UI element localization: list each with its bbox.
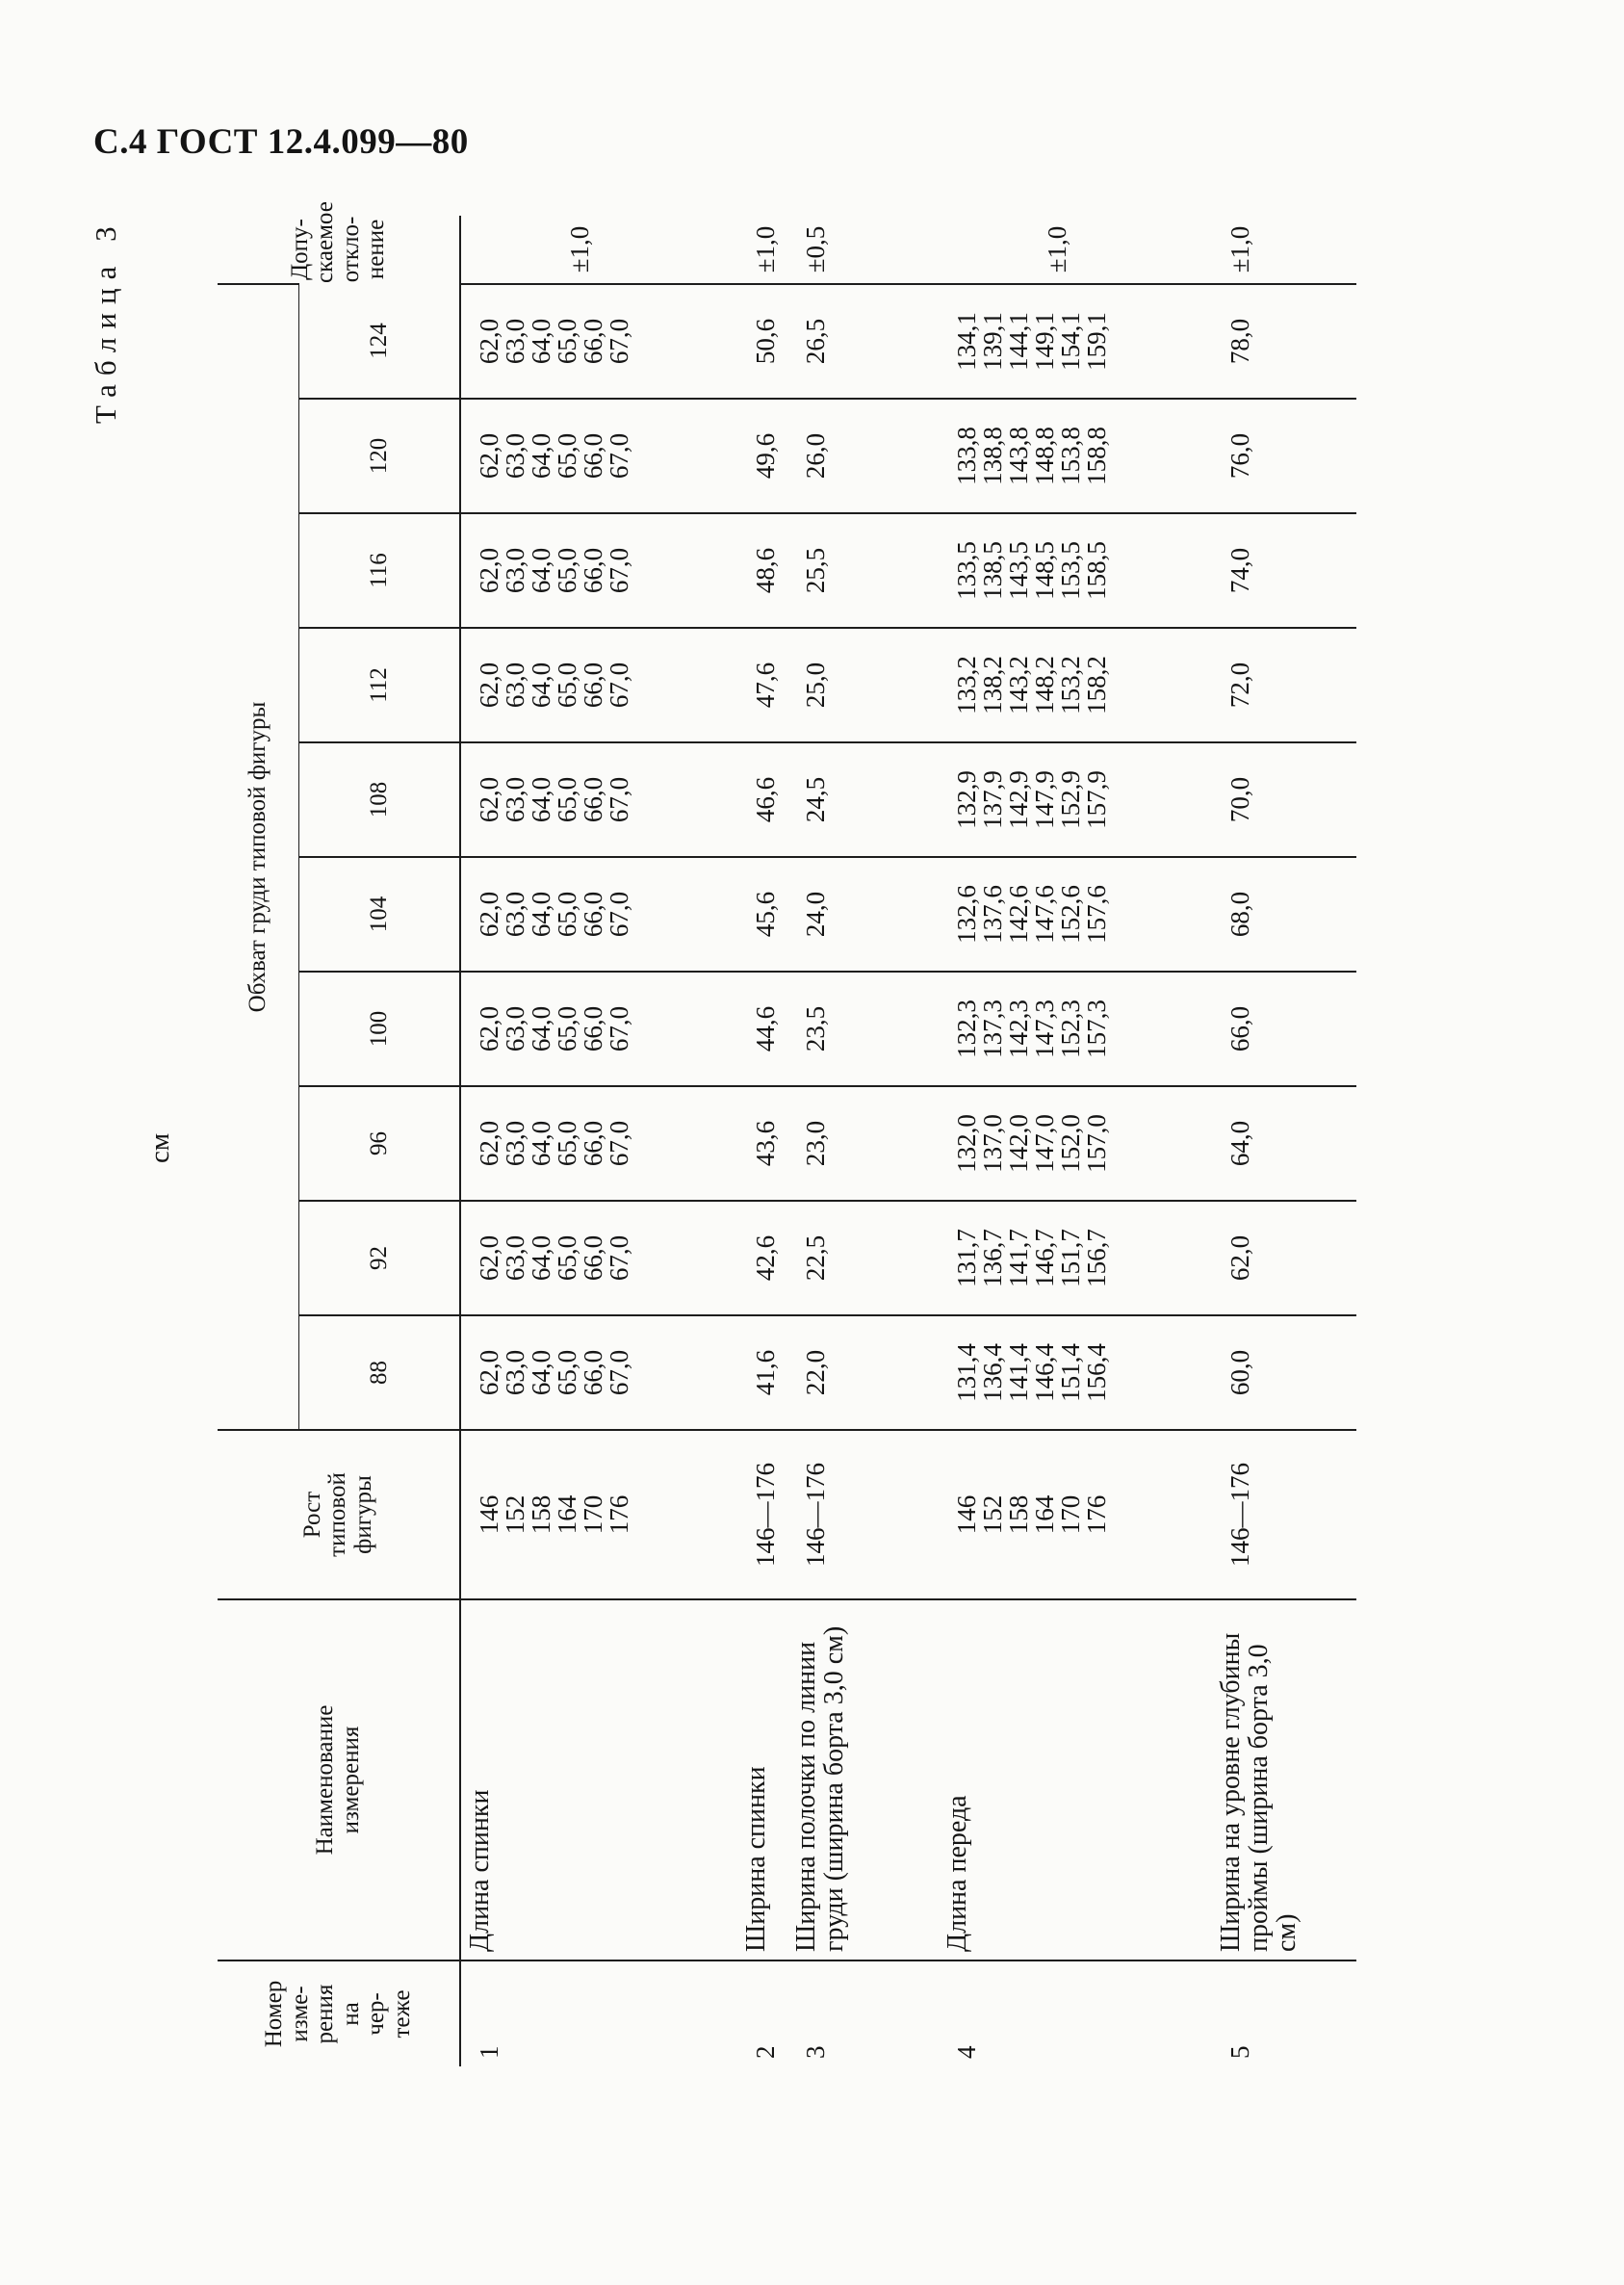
value-line: 23,5 bbox=[801, 1005, 830, 1052]
value-line: 153,8 bbox=[1056, 427, 1085, 485]
height-value: 146—176 bbox=[801, 1463, 830, 1567]
height-value: 170 bbox=[579, 1494, 607, 1535]
measurement-value bbox=[1212, 513, 1356, 628]
value-line: 65,0 bbox=[553, 547, 581, 594]
value-line: 157,9 bbox=[1082, 770, 1111, 829]
value-line: 63,0 bbox=[501, 432, 529, 480]
measure-name: Ширина полочки по линии груди (ширина борта 3,0 см) bbox=[787, 1599, 939, 1960]
value-line: 49,6 bbox=[751, 432, 780, 480]
table-row bbox=[939, 216, 1212, 2066]
value-line: 142,9 bbox=[1004, 770, 1033, 829]
value-line: 142,3 bbox=[1004, 1000, 1033, 1058]
value-line: 62,0 bbox=[475, 318, 503, 365]
tolerance-value: ±1,0 bbox=[1043, 225, 1071, 273]
value-line: 62,0 bbox=[475, 891, 503, 938]
height-value: 164 bbox=[1030, 1494, 1059, 1535]
header-line: чер- bbox=[363, 1992, 389, 2036]
measurement-value bbox=[787, 1315, 939, 1430]
chest-size-header: 108 bbox=[298, 742, 460, 857]
value-line: 62,0 bbox=[1225, 1234, 1254, 1282]
header-line: Наименование bbox=[312, 1704, 338, 1856]
value-line: 66,0 bbox=[579, 662, 607, 709]
tolerance-value: ±1,0 bbox=[751, 225, 780, 273]
value-line: 151,4 bbox=[1056, 1343, 1085, 1402]
header-line: нение bbox=[363, 219, 389, 280]
value-line: 148,5 bbox=[1030, 541, 1059, 600]
value-line: 154,1 bbox=[1056, 312, 1085, 371]
measurement-value bbox=[787, 513, 939, 628]
value-line: 65,0 bbox=[553, 1120, 581, 1167]
value-line: 149,1 bbox=[1030, 312, 1059, 371]
header-line: фигуры bbox=[349, 1475, 376, 1554]
measurement-value bbox=[1212, 399, 1356, 513]
value-line: 147,3 bbox=[1030, 1000, 1059, 1058]
measurement-value bbox=[939, 1201, 1212, 1315]
value-line: 132,6 bbox=[952, 885, 981, 944]
value-line: 64,0 bbox=[527, 776, 555, 823]
value-line: 66,0 bbox=[579, 1120, 607, 1167]
measurement-value bbox=[939, 399, 1212, 513]
measurement-value bbox=[460, 857, 737, 972]
measure-number: 2 bbox=[737, 1960, 787, 2066]
measurement-value bbox=[460, 972, 737, 1086]
value-line: 148,8 bbox=[1030, 427, 1059, 485]
measurement-value bbox=[939, 857, 1212, 972]
measurement-value bbox=[460, 1201, 737, 1315]
value-line: 144,1 bbox=[1004, 312, 1033, 371]
value-line: 63,0 bbox=[501, 1120, 529, 1167]
header-measure-number bbox=[218, 1960, 460, 2066]
value-line: 142,6 bbox=[1004, 885, 1033, 944]
value-line: 45,6 bbox=[751, 891, 780, 938]
value-line: 64,0 bbox=[527, 891, 555, 938]
value-line: 65,0 bbox=[553, 662, 581, 709]
figure-height bbox=[737, 1430, 787, 1599]
measurement-value bbox=[1212, 1086, 1356, 1201]
chest-size-header: 92 bbox=[298, 1201, 460, 1315]
figure-height bbox=[460, 1430, 737, 1599]
value-line: 65,0 bbox=[553, 318, 581, 365]
header-line: теже bbox=[388, 1989, 415, 2038]
height-value: 146—176 bbox=[1225, 1463, 1254, 1567]
value-line: 143,5 bbox=[1004, 541, 1033, 600]
measurement-value bbox=[1212, 1201, 1356, 1315]
value-line: 141,4 bbox=[1004, 1343, 1033, 1402]
measurement-value bbox=[460, 513, 737, 628]
value-line: 63,0 bbox=[501, 891, 529, 938]
value-line: 50,6 bbox=[751, 318, 780, 365]
value-line: 74,0 bbox=[1225, 547, 1254, 594]
measurement-value bbox=[460, 1086, 737, 1201]
value-line: 148,2 bbox=[1030, 656, 1059, 714]
measure-number: 4 bbox=[939, 1960, 1212, 2066]
value-line: 139,1 bbox=[978, 312, 1007, 371]
value-line: 152,6 bbox=[1056, 885, 1085, 944]
value-line: 157,6 bbox=[1082, 885, 1111, 944]
table-caption: Таблица 3 bbox=[89, 218, 122, 424]
header-line: Рост bbox=[298, 1491, 325, 1539]
value-line: 63,0 bbox=[501, 662, 529, 709]
measurement-value bbox=[737, 513, 787, 628]
value-line: 138,2 bbox=[978, 656, 1007, 714]
value-line: 138,8 bbox=[978, 427, 1007, 485]
table-row bbox=[460, 216, 737, 2066]
value-line: 44,6 bbox=[751, 1005, 780, 1052]
value-line: 63,0 bbox=[501, 1234, 529, 1282]
measure-number: 5 bbox=[1212, 1960, 1356, 2066]
value-line: 131,7 bbox=[952, 1229, 981, 1287]
value-line: 153,5 bbox=[1056, 541, 1085, 600]
value-line: 67,0 bbox=[605, 547, 633, 594]
header-line: на bbox=[337, 2002, 364, 2026]
height-value: 158 bbox=[1004, 1494, 1033, 1535]
height-value: 176 bbox=[605, 1494, 633, 1535]
value-line: 48,6 bbox=[751, 547, 780, 594]
measurement-value bbox=[737, 1201, 787, 1315]
measurement-value bbox=[460, 742, 737, 857]
rotated-table-wrapper bbox=[218, 201, 1302, 2066]
figure-height bbox=[787, 1430, 939, 1599]
value-line: 42,6 bbox=[751, 1234, 780, 1282]
chest-size-header: 96 bbox=[298, 1086, 460, 1201]
table-row bbox=[1212, 216, 1356, 2066]
value-line: 66,0 bbox=[579, 547, 607, 594]
measurements-table bbox=[218, 201, 1356, 2066]
value-line: 156,7 bbox=[1082, 1229, 1111, 1287]
value-line: 62,0 bbox=[475, 547, 503, 594]
value-line: 136,7 bbox=[978, 1229, 1007, 1287]
measurement-value bbox=[737, 1315, 787, 1430]
chest-size-header: 120 bbox=[298, 399, 460, 513]
value-line: 64,0 bbox=[527, 1234, 555, 1282]
value-line: 62,0 bbox=[475, 1005, 503, 1052]
chest-size-header: 112 bbox=[298, 628, 460, 742]
value-line: 66,0 bbox=[1225, 1005, 1254, 1052]
value-line: 137,0 bbox=[978, 1114, 1007, 1173]
measurement-value bbox=[939, 284, 1212, 399]
chest-size-header: 88 bbox=[298, 1315, 460, 1430]
value-line: 68,0 bbox=[1225, 891, 1254, 938]
measure-name: Ширина на уровне глубины проймы (ширина борта 3,0 см) bbox=[1212, 1599, 1356, 1960]
value-line: 67,0 bbox=[605, 1234, 633, 1282]
value-line: 24,0 bbox=[801, 891, 830, 938]
table-row bbox=[737, 216, 787, 2066]
value-line: 78,0 bbox=[1225, 318, 1254, 365]
value-line: 65,0 bbox=[553, 432, 581, 480]
value-line: 131,4 bbox=[952, 1343, 981, 1402]
header-tolerance bbox=[218, 201, 460, 284]
figure-height bbox=[939, 1430, 1212, 1599]
value-line: 63,0 bbox=[501, 318, 529, 365]
height-value: 146—176 bbox=[751, 1463, 780, 1567]
header-line: Допу- bbox=[286, 219, 313, 280]
measure-number: 1 bbox=[460, 1960, 737, 2066]
value-line: 137,9 bbox=[978, 770, 1007, 829]
value-line: 133,2 bbox=[952, 656, 981, 714]
value-line: 132,9 bbox=[952, 770, 981, 829]
value-line: 158,8 bbox=[1082, 427, 1111, 485]
height-value: 176 bbox=[1082, 1494, 1111, 1535]
value-line: 147,9 bbox=[1030, 770, 1059, 829]
measurement-value bbox=[737, 628, 787, 742]
value-line: 64,0 bbox=[527, 662, 555, 709]
value-line: 137,3 bbox=[978, 1000, 1007, 1058]
header-measure-name bbox=[218, 1599, 460, 1960]
value-line: 147,6 bbox=[1030, 885, 1059, 944]
value-line: 132,0 bbox=[952, 1114, 981, 1173]
value-line: 62,0 bbox=[475, 662, 503, 709]
measure-name: Ширина спинки bbox=[737, 1599, 787, 1960]
value-line: 67,0 bbox=[605, 662, 633, 709]
height-value: 152 bbox=[978, 1494, 1007, 1535]
value-line: 63,0 bbox=[501, 1349, 529, 1396]
value-line: 66,0 bbox=[579, 318, 607, 365]
value-line: 22,0 bbox=[801, 1349, 830, 1396]
value-line: 146,4 bbox=[1030, 1343, 1059, 1402]
value-line: 62,0 bbox=[475, 1349, 503, 1396]
measurement-value bbox=[939, 742, 1212, 857]
value-line: 147,0 bbox=[1030, 1114, 1059, 1173]
value-line: 70,0 bbox=[1225, 776, 1254, 823]
value-line: 63,0 bbox=[501, 1005, 529, 1052]
measurement-value bbox=[1212, 1315, 1356, 1430]
height-value: 158 bbox=[527, 1494, 555, 1535]
value-line: 62,0 bbox=[475, 432, 503, 480]
value-line: 65,0 bbox=[553, 1349, 581, 1396]
measurement-value bbox=[787, 284, 939, 399]
value-line: 64,0 bbox=[527, 318, 555, 365]
measurement-value bbox=[737, 399, 787, 513]
header-line: измерения bbox=[337, 1726, 364, 1834]
measurement-value bbox=[1212, 284, 1356, 399]
value-line: 63,0 bbox=[501, 547, 529, 594]
value-line: 62,0 bbox=[475, 776, 503, 823]
header-line: откло- bbox=[337, 216, 364, 283]
header-line: скаемое bbox=[312, 201, 338, 283]
header-line: рения bbox=[312, 1984, 338, 2044]
value-line: 66,0 bbox=[579, 1349, 607, 1396]
value-line: 137,6 bbox=[978, 885, 1007, 944]
header-line: изме- bbox=[286, 1986, 313, 2042]
value-line: 141,7 bbox=[1004, 1229, 1033, 1287]
value-line: 156,4 bbox=[1082, 1343, 1111, 1402]
value-line: 136,4 bbox=[978, 1343, 1007, 1402]
height-value: 164 bbox=[553, 1494, 581, 1535]
value-line: 62,0 bbox=[475, 1120, 503, 1167]
height-value: 152 bbox=[501, 1494, 529, 1535]
chest-size-header: 100 bbox=[298, 972, 460, 1086]
value-line: 66,0 bbox=[579, 432, 607, 480]
value-line: 67,0 bbox=[605, 1349, 633, 1396]
measurement-value bbox=[1212, 742, 1356, 857]
value-line: 65,0 bbox=[553, 891, 581, 938]
value-line: 133,5 bbox=[952, 541, 981, 600]
measurement-value bbox=[460, 628, 737, 742]
tolerance-value: ±0,5 bbox=[801, 225, 830, 273]
value-line: 64,0 bbox=[1225, 1120, 1254, 1167]
value-line: 64,0 bbox=[527, 1120, 555, 1167]
value-line: 47,6 bbox=[751, 662, 780, 709]
value-line: 146,7 bbox=[1030, 1229, 1059, 1287]
value-line: 67,0 bbox=[605, 432, 633, 480]
measure-name: Длина переда bbox=[939, 1599, 1212, 1960]
figure-height bbox=[1212, 1430, 1356, 1599]
table-row bbox=[787, 216, 939, 2066]
page-header: С.4 ГОСТ 12.4.099—80 bbox=[93, 122, 469, 162]
value-line: 157,3 bbox=[1082, 1000, 1111, 1058]
value-line: 158,2 bbox=[1082, 656, 1111, 714]
measurement-value bbox=[737, 972, 787, 1086]
value-line: 26,0 bbox=[801, 432, 830, 480]
value-line: 66,0 bbox=[579, 891, 607, 938]
measurement-value bbox=[939, 1086, 1212, 1201]
measure-name: Длина спинки bbox=[460, 1599, 737, 1960]
measurement-value bbox=[787, 1201, 939, 1315]
value-line: 159,1 bbox=[1082, 312, 1111, 371]
measurement-value bbox=[1212, 972, 1356, 1086]
measurement-value bbox=[737, 857, 787, 972]
value-line: 66,0 bbox=[579, 776, 607, 823]
value-line: 143,8 bbox=[1004, 427, 1033, 485]
value-line: 64,0 bbox=[527, 547, 555, 594]
value-line: 43,6 bbox=[751, 1120, 780, 1167]
value-line: 64,0 bbox=[527, 432, 555, 480]
measure-number: 3 bbox=[787, 1960, 939, 2066]
measurement-value bbox=[460, 1315, 737, 1430]
value-line: 66,0 bbox=[579, 1234, 607, 1282]
height-value: 146 bbox=[475, 1494, 503, 1535]
chest-size-header: 124 bbox=[298, 284, 460, 399]
measurement-value bbox=[737, 742, 787, 857]
measurement-value bbox=[460, 284, 737, 399]
value-line: 23,0 bbox=[801, 1120, 830, 1167]
measurement-value bbox=[1212, 628, 1356, 742]
value-line: 151,7 bbox=[1056, 1229, 1085, 1287]
tolerance-value: ±1,0 bbox=[565, 225, 594, 273]
value-line: 65,0 bbox=[553, 776, 581, 823]
value-line: 60,0 bbox=[1225, 1349, 1254, 1396]
measurement-value bbox=[939, 628, 1212, 742]
measurement-value bbox=[939, 972, 1212, 1086]
value-line: 138,5 bbox=[978, 541, 1007, 600]
header-line: Номер bbox=[261, 1980, 287, 2048]
measurement-value bbox=[787, 742, 939, 857]
value-line: 66,0 bbox=[579, 1005, 607, 1052]
value-line: 24,5 bbox=[801, 776, 830, 823]
height-value: 146 bbox=[952, 1494, 981, 1535]
measurement-value bbox=[787, 972, 939, 1086]
value-line: 64,0 bbox=[527, 1005, 555, 1052]
height-value: 170 bbox=[1056, 1494, 1085, 1535]
value-line: 41,6 bbox=[751, 1349, 780, 1396]
measurement-value bbox=[787, 1086, 939, 1201]
value-line: 67,0 bbox=[605, 776, 633, 823]
value-line: 65,0 bbox=[553, 1234, 581, 1282]
measurement-value bbox=[787, 857, 939, 972]
measurement-value bbox=[939, 513, 1212, 628]
value-line: 133,8 bbox=[952, 427, 981, 485]
measurement-value bbox=[1212, 857, 1356, 972]
value-line: 153,2 bbox=[1056, 656, 1085, 714]
value-line: 62,0 bbox=[475, 1234, 503, 1282]
value-line: 26,5 bbox=[801, 318, 830, 365]
value-line: 67,0 bbox=[605, 1120, 633, 1167]
measurement-value bbox=[737, 284, 787, 399]
measurement-value bbox=[939, 1315, 1212, 1430]
measurement-value bbox=[737, 1086, 787, 1201]
value-line: 25,0 bbox=[801, 662, 830, 709]
value-line: 63,0 bbox=[501, 776, 529, 823]
value-line: 64,0 bbox=[527, 1349, 555, 1396]
value-line: 132,3 bbox=[952, 1000, 981, 1058]
value-line: 143,2 bbox=[1004, 656, 1033, 714]
value-line: 25,5 bbox=[801, 547, 830, 594]
value-line: 152,9 bbox=[1056, 770, 1085, 829]
tolerance-value: ±1,0 bbox=[1225, 225, 1254, 273]
value-line: 46,6 bbox=[751, 776, 780, 823]
value-line: 22,5 bbox=[801, 1234, 830, 1282]
header-line: типовой bbox=[324, 1472, 351, 1557]
header-figure-height bbox=[218, 1430, 460, 1599]
value-line: 157,0 bbox=[1082, 1114, 1111, 1173]
value-line: 65,0 bbox=[553, 1005, 581, 1052]
value-line: 142,0 bbox=[1004, 1114, 1033, 1173]
value-line: 67,0 bbox=[605, 891, 633, 938]
header-chest-girth: Обхват груди типовой фигуры bbox=[218, 284, 298, 1430]
value-line: 67,0 bbox=[605, 1005, 633, 1052]
value-line: 76,0 bbox=[1225, 432, 1254, 480]
measurement-value bbox=[460, 399, 737, 513]
value-line: 158,5 bbox=[1082, 541, 1111, 600]
value-line: 67,0 bbox=[605, 318, 633, 365]
measurement-value bbox=[787, 399, 939, 513]
chest-size-header: 104 bbox=[298, 857, 460, 972]
value-line: 152,3 bbox=[1056, 1000, 1085, 1058]
measurement-value bbox=[787, 628, 939, 742]
value-line: 72,0 bbox=[1225, 662, 1254, 709]
chest-size-header: 116 bbox=[298, 513, 460, 628]
value-line: 152,0 bbox=[1056, 1114, 1085, 1173]
value-line: 134,1 bbox=[952, 312, 981, 371]
units-label: см bbox=[144, 1132, 175, 1163]
